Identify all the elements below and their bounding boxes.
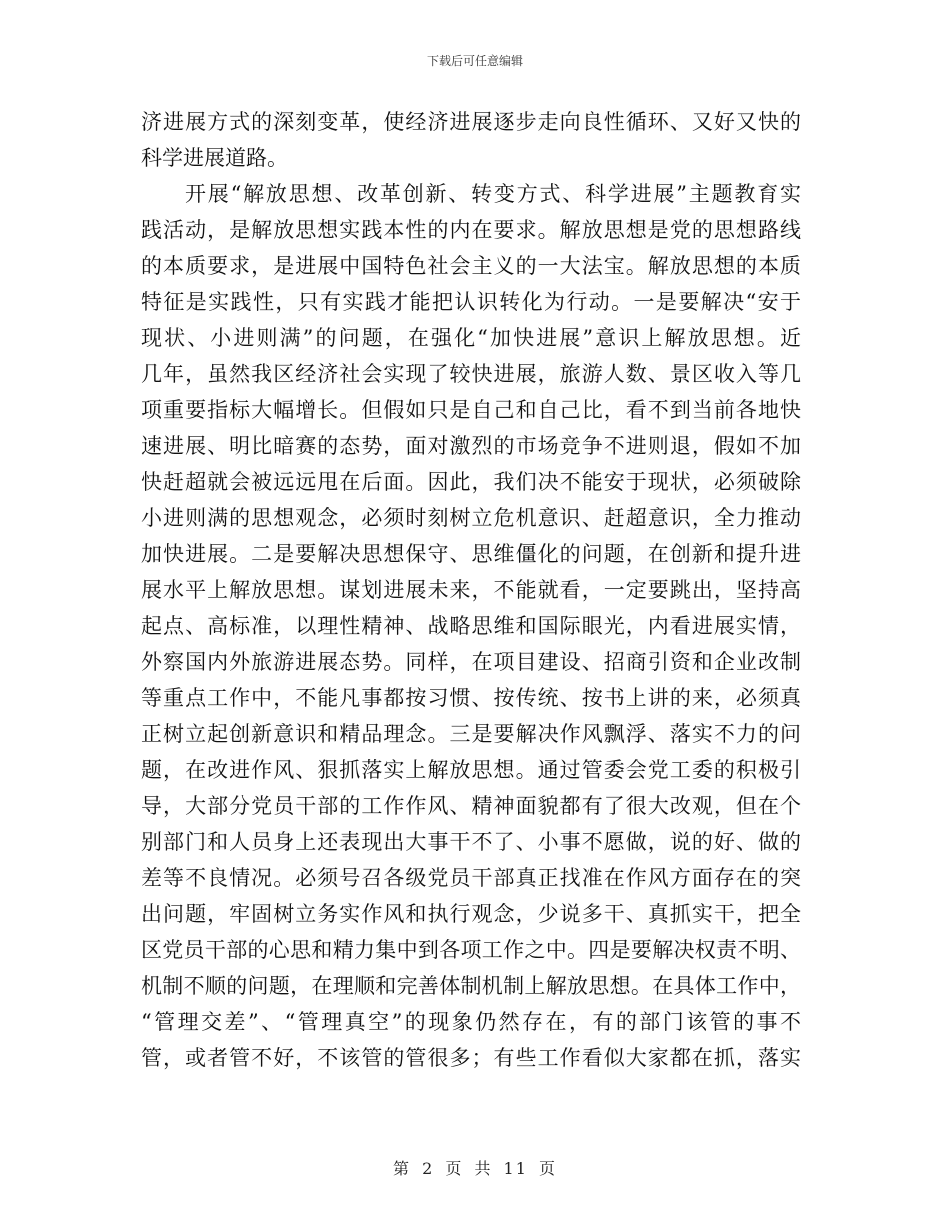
body-line: 出问题，牢固树立务实作风和执行观念，少说多干、真抓实干，把全 [141,902,801,926]
body-line: 加快进展。二是要解决思想保守、思维僵化的问题，在创新和提升进 [141,542,801,566]
body-line: 题，在改进作风、狠抓落实上解放思想。通过管委会党工委的积极引 [141,758,801,782]
body-line: 小进则满的思想观念，必须时刻树立危机意识、赶超意识，全力推动 [141,506,801,530]
body-line: “管理交差”、“管理真空”的现象仍然存在，有的部门该管的事不 [141,1010,801,1034]
body-line: 差等不良情况。必须号召各级党员干部真正找准在作风方面存在的突 [141,866,801,890]
body-line: 科学进展道路。 [141,146,288,170]
body-line: 正树立起创新意识和精品理念。三是要解决作风飘浮、落实不力的问 [141,722,801,746]
body-line: 导，大部分党员干部的工作作风、精神面貌都有了很大改观，但在个 [141,794,801,818]
body-line: 别部门和人员身上还表现出大事干不了、小事不愿做，说的好、做的 [141,830,801,854]
body-line: 外察国内外旅游进展态势。同样，在项目建设、招商引资和企业改制 [141,650,801,674]
document-body [141,104,801,1076]
body-line: 快赶超就会被远远甩在后面。因此，我们决不能安于现状，必须破除 [141,470,801,494]
page-header: 下载后可任意编辑 [426,54,523,68]
body-line: 区党员干部的心思和精力集中到各项工作之中。四是要解决权责不明、 [141,938,801,962]
paragraph-first-line: 开展“解放思想、改革创新、转变方式、科学进展”主题教育实 [185,182,801,206]
body-line: 现状、小进则满”的问题，在强化“加快进展”意识上解放思想。近 [141,326,801,350]
body-line: 等重点工作中，不能凡事都按习惯、按传统、按书上讲的来，必须真 [141,686,801,710]
body-line: 速进展、明比暗赛的态势，面对激烈的市场竞争不进则退，假如不加 [141,434,801,458]
body-line: 践活动，是解放思想实践本性的内在要求。解放思想是党的思想路线 [141,218,801,242]
body-line: 机制不顺的问题，在理顺和完善体制机制上解放思想。在具体工作中， [141,974,801,998]
body-line: 济进展方式的深刻变革，使经济进展逐步走向良性循环、又好又快的 [141,110,801,134]
page-number: 第 2 页 共 11 页 [393,1159,557,1178]
body-line: 项重要指标大幅增长。但假如只是自己和自己比，看不到当前各地快 [141,398,801,422]
body-line: 起点、高标准，以理性精神、战略思维和国际眼光，内看进展实情， [141,614,801,638]
body-line: 的本质要求，是进展中国特色社会主义的一大法宝。解放思想的本质 [141,254,801,278]
body-line: 管，或者管不好，不该管的管很多；有些工作看似大家都在抓，落实 [141,1046,801,1070]
body-line: 几年，虽然我区经济社会实现了较快进展，旅游人数、景区收入等几 [141,362,801,386]
body-line: 特征是实践性，只有实践才能把认识转化为行动。一是要解决“安于 [141,290,801,314]
body-line: 展水平上解放思想。谋划进展未来，不能就看，一定要跳出，坚持高 [141,578,801,602]
